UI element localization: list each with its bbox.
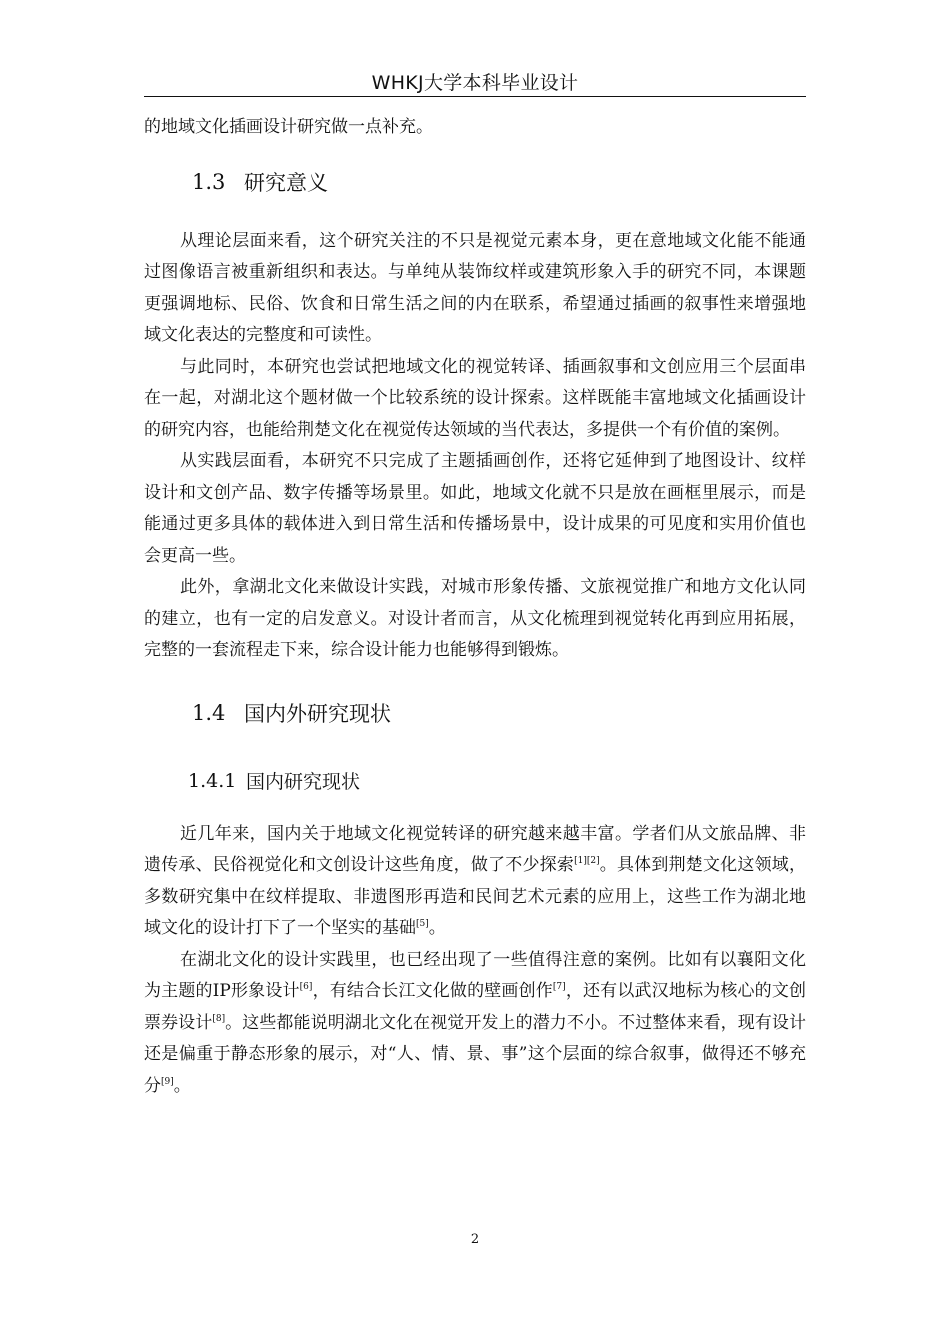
section-1-3-body bbox=[144, 226, 806, 667]
page-number: 2 bbox=[470, 1232, 480, 1247]
paragraph-text: 近几年来，国内关于地域文化视觉转译的研究越来越丰富。学者们从文旅品牌、非遗传承、民俗视觉化和文创设计这些角度，做了不少探索 bbox=[144, 823, 806, 875]
paragraph bbox=[144, 819, 806, 945]
header-title: WHKJ大学本科毕业设计 bbox=[371, 72, 579, 94]
paragraph-text: 。 bbox=[428, 918, 446, 938]
paragraph: 此外，拿湖北文化来做设计实践，对城市形象传播、文旅视觉推广和地方文化认同的建立，也有一定的启发意义。对设计者而言，从文化梳理到视觉转化再到应用拓展，完整的一套流程走下来，综合设计能力也能够得到锻炼。 bbox=[144, 577, 806, 660]
subsection-number: 1.4.1 bbox=[188, 769, 237, 792]
subsection-heading-1-4-1 bbox=[144, 763, 806, 799]
paragraph-text: 。这些都能说明湖北文化在视觉开发上的潜力不小。不过整体来看，现有设计还是偏重于静态形象的展示，对“人、情、景、事”这个层面的综合叙事，做得还不够充分 bbox=[144, 1012, 807, 1096]
section-title: 研究意义 bbox=[244, 170, 328, 195]
paragraph: 从理论层面来看，这个研究关注的不只是视觉元素本身，更在意地域文化能不能通过图像语言被重新组织和表达。与单纯从装饰纹样或建筑形象入手的研究不同，本课题更强调地标、民俗、饮食和日常生活之间的内在联系，希望通过插画的叙事性来增强地域文化表达的完整度和可读性。 bbox=[144, 230, 806, 345]
document-body bbox=[144, 112, 806, 1102]
section-heading-1-3 bbox=[144, 162, 806, 202]
section-1-4-1-body bbox=[144, 819, 806, 1103]
section-heading-1-4 bbox=[144, 693, 806, 733]
paragraph: 从实践层面看，本研究不只完成了主题插画创作，还将它延伸到了地图设计、纹样设计和文创产品、数字传播等场景里。如此，地域文化就不只是放在画框里展示，而是能通过更多具体的载体进入到日常生活和传播场景中，设计成果的可见度和实用价值也会更高一些。 bbox=[144, 451, 806, 566]
section-number: 1.3 bbox=[192, 169, 226, 194]
citation: [6] bbox=[299, 982, 313, 992]
paragraph-text: ，还有以武汉地标为核心的文创票券设计 bbox=[144, 981, 807, 1033]
citation: [8] bbox=[212, 1013, 226, 1024]
subsection-title: 国内研究现状 bbox=[246, 771, 361, 793]
paragraph-text: ，有结合长江文化做的壁画创作 bbox=[312, 981, 553, 1001]
paragraph bbox=[144, 945, 806, 1103]
page-header bbox=[144, 70, 806, 97]
section-number: 1.4 bbox=[192, 700, 226, 725]
paragraph: 与此同时，本研究也尝试把地域文化的视觉转译、插画叙事和文创应用三个层面串在一起，对湖北这个题材做一个比较系统的设计探索。这样既能丰富地域文化插画设计的研究内容，也能给荆楚文化在视觉传达领域的当代表达，多提供一个有价值的案例。 bbox=[144, 356, 806, 440]
citation: [1][2] bbox=[574, 856, 600, 866]
section-title: 国内外研究现状 bbox=[244, 701, 391, 726]
citation: [9] bbox=[161, 1076, 174, 1087]
paragraph-text: 。具体到荆楚文化这领域，多数研究集中在纹样提取、非遗图形再造和民间艺术元素的应用上，这些工作为湖北地域文化的设计打下了一个坚实的基础 bbox=[144, 855, 807, 938]
paragraph-text: 。 bbox=[173, 1075, 191, 1096]
citation: [5] bbox=[416, 919, 429, 929]
citation: [7] bbox=[552, 982, 566, 992]
continued-paragraph: 的地域文化插画设计研究做一点补充。 bbox=[144, 117, 433, 137]
paragraph-text: 在湖北文化的设计实践里，也已经出现了一些值得注意的案例。比如有以襄阳文化为主题的IP形象设计 bbox=[144, 949, 806, 1001]
